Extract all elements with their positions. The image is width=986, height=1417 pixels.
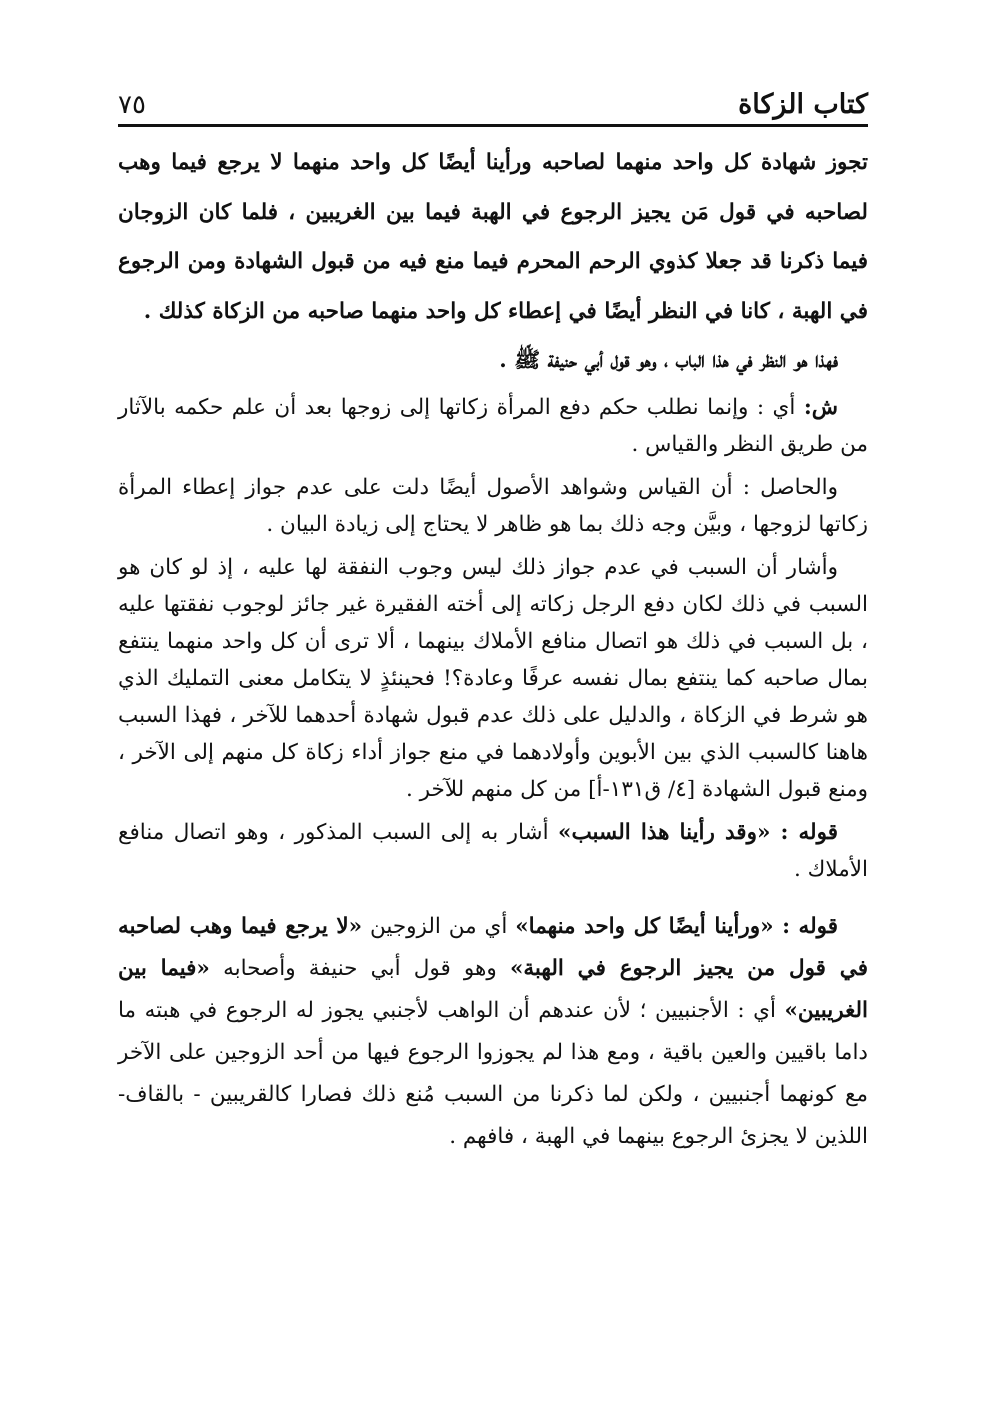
qawluhu-label: قوله : [782, 913, 838, 939]
sharh-text: وأشار أن السبب في عدم جواز ذلك ليس وجوب النفقة لها عليه ، إذ لو كان هو السبب في ذلك لكان دفع الرجل زكاته إلى أخته الفقيرة غير جائز لوجوب نفقتها عليه ، بل السبب في ذلك هو اتصال منافع الأملاك بينهما ، ألا ترى أن كل واحد منهما ينتفع بمال صاحبه كما ينتفع بمال نفسه عرفًا وعادة؟! فحينئذٍ لا يتكامل معنى التمليك الذي هو شرط في الزكاة ، والدليل على ذلك عدم قبول شهادة أحدهما للآخر ، فهذا السبب هاهنا كالسبب الذي بين الأبوين وأولادهما في منع جواز أداء زكاة كل منهم إلى الآخر ، ومنع قبول الشهادة [٤/ ق١٣١-أ] من كل منهم للآخر . [118, 554, 868, 802]
sharh-label: ش: [803, 394, 838, 420]
sharh-paragraph [118, 814, 868, 888]
sharh-text: أي : الأجنبيين ؛ لأن عندهم أن الواهب لأجنبي يجوز له الرجوع في هبته ما داما باقيين والعين باقية ، ومع هذا لم يجوزوا الرجوع فيها من أحد الزوجين على الآخر مع كونهما أجنبيين ، ولكن لما ذكرنا من السبب مُنع ذلك فصارا كالقريبين - بالقاف- اللذين لا يجزئ الرجوع بينهما في الهبة ، فافهم . [118, 997, 868, 1149]
quoted-matn: «لا يرجع فيما وهب لصاحبه في قول من يجيز الرجوع في الهبة» [118, 913, 868, 981]
sharh-text: أي من الزوجين [362, 913, 516, 939]
sharh-text: وهو قول أبي حنيفة وأصحابه [209, 955, 510, 981]
sharh-paragraph [118, 469, 868, 543]
sharh-paragraph [118, 906, 868, 1158]
matn-paragraph: فهذا هو النظر في هذا الباب ، وهو قول أبي حنيفة ﷺ . [499, 348, 838, 373]
header-rule [118, 124, 868, 127]
sharh-paragraph [118, 389, 868, 463]
sharh-text: والحاصل : أن القياس وشواهد الأصول أيضًا دلت على عدم جواز إعطاء المرأة زكاتها لزوجها ، وبيَّن وجه ذلك بما هو ظاهر لا يحتاج إلى زيادة البيان . [118, 474, 868, 537]
page-header [118, 66, 868, 118]
sharh-text: أي : وإنما نطلب حكم دفع المرأة زكاتها إلى زوجها بعد أن علم حكمه بالآثار من طريق النظر والقياس . [118, 394, 868, 457]
running-title: كتاب الزكاة [738, 89, 868, 120]
quoted-matn: «فيما بين الغريبين» [118, 955, 868, 1023]
page-number: ٧٥ [118, 90, 146, 120]
sharh-paragraph [118, 549, 868, 808]
quoted-matn: «ورأينا أيضًا كل واحد منهما» [515, 913, 783, 939]
quoted-matn: «وقد رأينا هذا السبب» [558, 819, 781, 845]
qawluhu-label: قوله : [780, 819, 838, 845]
matn-paragraph: تجوز شهادة كل واحد منهما لصاحبه ورأينا أيضًا كل واحد منهما لا يرجع فيما وهب لصاحبه في قول مَن يجيز الرجوع في الهبة فيما بين الغريبين ، فلما كان الزوجان فيما ذكرنا قد جعلا كذوي الرحم المحرم فيما منع فيه من قبول الشهادة ومن الرجوع في الهبة ، كانا في النظر أيضًا في إعطاء كل واحد منهما صاحبه من الزكاة كذلك . [118, 150, 868, 324]
sharh-text: أشار به إلى السبب المذكور ، وهو اتصال منافع الأملاك . [118, 819, 868, 882]
page-body [118, 138, 868, 1164]
